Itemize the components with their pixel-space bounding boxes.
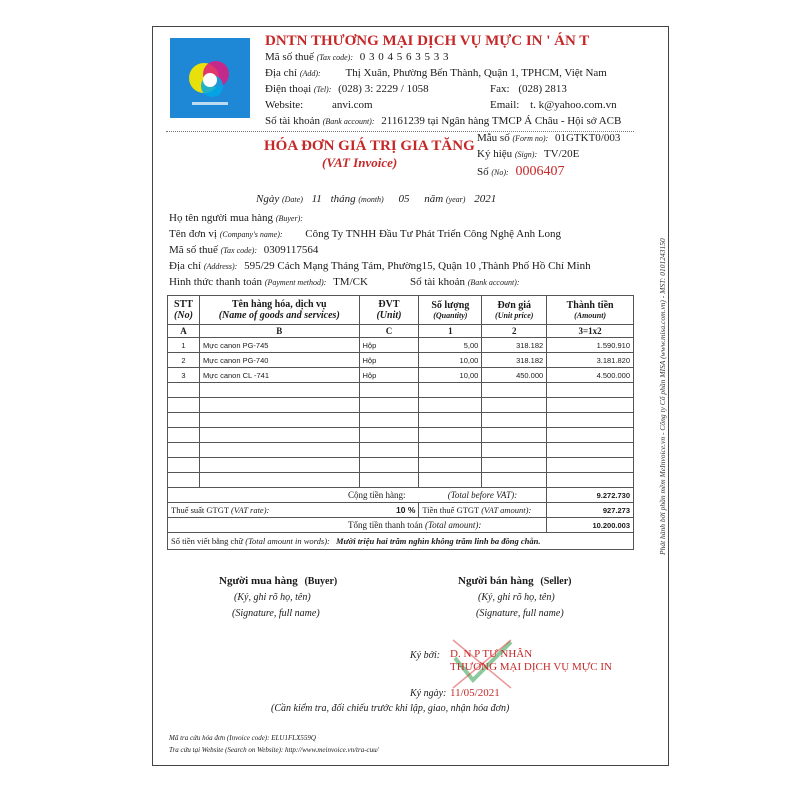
seller-website: anvi.com xyxy=(331,99,373,111)
seller-phone-label: Điện thoại xyxy=(265,83,312,95)
seller-email-label: Email: xyxy=(490,99,520,111)
buyer-payment-label: Hình thức thanh toán xyxy=(169,276,263,288)
column-letter-row: A B C 1 2 3=1x2 xyxy=(168,325,634,338)
seller-fax-row xyxy=(490,83,567,95)
invoice-date-row xyxy=(256,193,496,205)
buyer-address-row xyxy=(169,260,591,272)
signed-by-label: Ký bởi: xyxy=(410,650,441,661)
date-year: 2021 xyxy=(474,193,497,205)
subtotal-value: 9.272.730 xyxy=(547,488,634,503)
form-no-label: Mẫu số xyxy=(477,132,510,144)
vat-amount-label: Tiền thuế GTGT xyxy=(422,505,480,515)
col-header-amount: Thành tiền (Amount) xyxy=(547,296,634,325)
vat-amount: 927.273 xyxy=(547,503,634,518)
amount-in-words-row xyxy=(168,533,634,550)
sign-date-label: Ký ngày: xyxy=(410,688,447,699)
buyer-account-label-en: (Bank account): xyxy=(467,278,520,287)
buyer-tax-row xyxy=(169,244,318,256)
invoice-lookup-code: Mã tra cứu hóa đơn (Invoice code): ELU1FLX559Q xyxy=(169,734,316,742)
date-day-label: Ngày xyxy=(256,193,280,205)
sign-value: TV/20E xyxy=(543,148,580,160)
seller-email-row xyxy=(490,99,617,111)
buyer-name-label: Họ tên người mua hàng xyxy=(169,212,274,224)
table-row: 3 Mực canon CL -741 Hộp 10,00 450.000 4.500.000 xyxy=(168,368,634,383)
invoice-number: 0006407 xyxy=(515,164,565,179)
date-day: 11 xyxy=(311,193,322,205)
issuer-side-note: Phát hành bởi phần mềm MeInvoice.vn - Công ty Cổ phần MISA (www.misa.com.vn) - MST: 0101243150 xyxy=(658,238,667,555)
col-header-price: Đơn giá (Unit price) xyxy=(482,296,547,325)
sign-label-en: (Sign): xyxy=(514,150,538,159)
seller-address-row xyxy=(265,67,607,79)
sign-label: Ký hiệu xyxy=(477,148,513,160)
table-row-empty xyxy=(168,413,634,428)
items-table xyxy=(167,295,634,550)
seller-account-label-en: (Bank account): xyxy=(322,117,375,126)
invoice-no-row xyxy=(477,164,564,180)
buyer-tax-label-en: (Tax code): xyxy=(220,246,257,255)
seller-sign-hint-en: (Signature, full name) xyxy=(476,608,564,619)
table-header-row xyxy=(168,296,634,325)
buyer-payment: TM/CK xyxy=(333,276,368,288)
form-no-label-en: (Form no): xyxy=(512,134,549,143)
seller-website-label: Website: xyxy=(265,99,304,111)
buyer-address: 595/29 Cách Mạng Tháng Tám, Phường15, Quận 10 ,Thành Phố Hồ Chí Minh xyxy=(244,260,591,272)
seller-phone-label-en: (Tel): xyxy=(313,85,332,94)
seller-tax-row xyxy=(265,51,449,63)
table-row-empty xyxy=(168,428,634,443)
words-label-en: (Total amount in words): xyxy=(245,536,330,546)
seller-tax-label-en: (Tax code): xyxy=(316,53,353,62)
buyer-name-row xyxy=(169,212,303,224)
seller-phone-row xyxy=(265,83,429,95)
buyer-company-label-en: (Company's name): xyxy=(219,230,283,239)
subtotal-label-en: (Total before VAT): xyxy=(447,490,518,500)
seller-phone: (028) 3: 2229 / 1058 xyxy=(338,83,429,95)
buyer-name-label-en: (Buyer): xyxy=(275,214,303,223)
table-row-empty xyxy=(168,383,634,398)
table-row-empty xyxy=(168,458,634,473)
date-day-label-en: (Date) xyxy=(281,195,303,204)
subtotal-label: Cộng tiền hàng: xyxy=(348,490,406,500)
buyer-payment-row xyxy=(169,276,368,288)
vat-amount-label-en: (VAT amount): xyxy=(481,505,532,515)
check-note: (Cần kiểm tra, đối chiếu trước khi lập, giao, nhận hóa đơn) xyxy=(271,703,510,714)
seller-address: Thị Xuân, Phường Bến Thành, Quận 1, TPHCM, Việt Nam xyxy=(345,67,607,79)
subtotal-row xyxy=(168,488,634,503)
grand-total-row xyxy=(168,518,634,533)
buyer-signature-title: Người mua hàng (Buyer) xyxy=(219,575,338,587)
seller-email: t. k@yahoo.com.vn xyxy=(530,99,617,111)
ink-drop-logo-icon xyxy=(170,38,250,118)
table-row: 2 Mực canon PG-740 Hộp 10,00 318.182 3.181.820 xyxy=(168,353,634,368)
invoice-lookup-site[interactable]: Tra cứu tại Website (Search on Website): http://www.meinvoice.vn/tra-cuu/ xyxy=(169,746,379,754)
grand-total: 10.200.003 xyxy=(547,518,634,533)
grand-total-label-en: (Total amount): xyxy=(424,520,482,530)
seller-address-label-en: (Add): xyxy=(299,69,321,78)
company-logo xyxy=(170,38,250,118)
buyer-company: Công Ty TNHH Đầu Tư Phát Triển Công Nghệ Anh Long xyxy=(305,228,562,240)
table-row: 1 Mực canon PG-745 Hộp 5,00 318.182 1.590.910 xyxy=(168,338,634,353)
seller-website-row xyxy=(265,99,373,111)
col-header-unit: ĐVT (Unit) xyxy=(359,296,419,325)
seller-name: DNTN THƯƠNG MẠI DỊCH VỤ MỰC IN ' ÁN T xyxy=(265,33,590,49)
seller-fax-label: Fax: xyxy=(490,83,510,95)
vat-rate: 10 % xyxy=(396,505,416,515)
buyer-company-label: Tên đơn vị xyxy=(169,228,217,240)
seller-address-label: Địa chỉ xyxy=(265,67,298,79)
table-row-empty xyxy=(168,398,634,413)
vat-row xyxy=(168,503,634,518)
invoice-no-label: Số xyxy=(477,166,489,178)
sign-row xyxy=(477,148,579,160)
buyer-account-row xyxy=(410,276,520,288)
buyer-sign-hint: (Ký, ghi rõ họ, tên) xyxy=(234,592,311,603)
seller-tax-code: 0 3 0 4 5 6 3 5 3 3 xyxy=(359,51,449,63)
buyer-sign-hint-en: (Signature, full name) xyxy=(232,608,320,619)
vat-rate-label-en: (VAT rate): xyxy=(231,505,270,515)
buyer-payment-label-en: (Payment method): xyxy=(264,278,327,287)
col-header-qty: Số lượng (Quantity) xyxy=(419,296,482,325)
form-no-row xyxy=(477,132,620,144)
date-year-label-en: (year) xyxy=(445,195,466,204)
signed-by-line1: D. N P TƯ NHÂN xyxy=(450,648,533,660)
vat-rate-label: Thuế suất GTGT xyxy=(171,505,229,515)
invoice-no-label-en: (No): xyxy=(491,168,509,177)
seller-account-label: Số tài khoản xyxy=(265,115,320,127)
col-header-no: STT (No) xyxy=(168,296,200,325)
sign-date: 11/05/2021 xyxy=(450,687,500,699)
seller-account: 21161239 tại Ngân hàng TMCP Á Châu - Hội sở ACB xyxy=(381,115,622,127)
date-month-label: tháng xyxy=(330,193,356,205)
buyer-address-label-en: (Address): xyxy=(203,262,238,271)
invoice-title-en: (VAT Invoice) xyxy=(322,155,398,170)
seller-fax: (028) 2813 xyxy=(518,83,567,95)
seller-signature-title: Người bán hàng (Seller) xyxy=(458,575,572,587)
buyer-account-label: Số tài khoản xyxy=(410,276,465,288)
grand-total-label: Tổng tiền thanh toán xyxy=(348,520,423,530)
amount-in-words: Mười triệu hai trăm nghìn không trăm linh ba đồng chẵn. xyxy=(336,536,541,546)
words-label: Số tiền viết bằng chữ xyxy=(171,536,244,546)
seller-tax-label: Mã số thuế xyxy=(265,51,314,63)
date-month-label-en: (month) xyxy=(358,195,384,204)
buyer-tax-label: Mã số thuế xyxy=(169,244,218,256)
date-month: 05 xyxy=(398,193,410,205)
seller-account-row xyxy=(265,115,621,127)
seller-sign-hint: (Ký, ghi rõ họ, tên) xyxy=(478,592,555,603)
col-header-name: Tên hàng hóa, dịch vụ (Name of goods and services) xyxy=(199,296,359,325)
form-no: 01GTKT0/003 xyxy=(554,132,621,144)
date-year-label: năm xyxy=(424,193,444,205)
buyer-tax-code: 0309117564 xyxy=(263,244,319,256)
invoice-title: HÓA ĐƠN GIÁ TRỊ GIA TĂNG xyxy=(264,138,475,154)
buyer-address-label: Địa chỉ xyxy=(169,260,202,272)
buyer-company-row xyxy=(169,228,561,240)
signed-by-line2: THƯƠNG MẠI DỊCH VỤ MỰC IN xyxy=(450,661,613,673)
table-row-empty xyxy=(168,473,634,488)
table-row-empty xyxy=(168,443,634,458)
